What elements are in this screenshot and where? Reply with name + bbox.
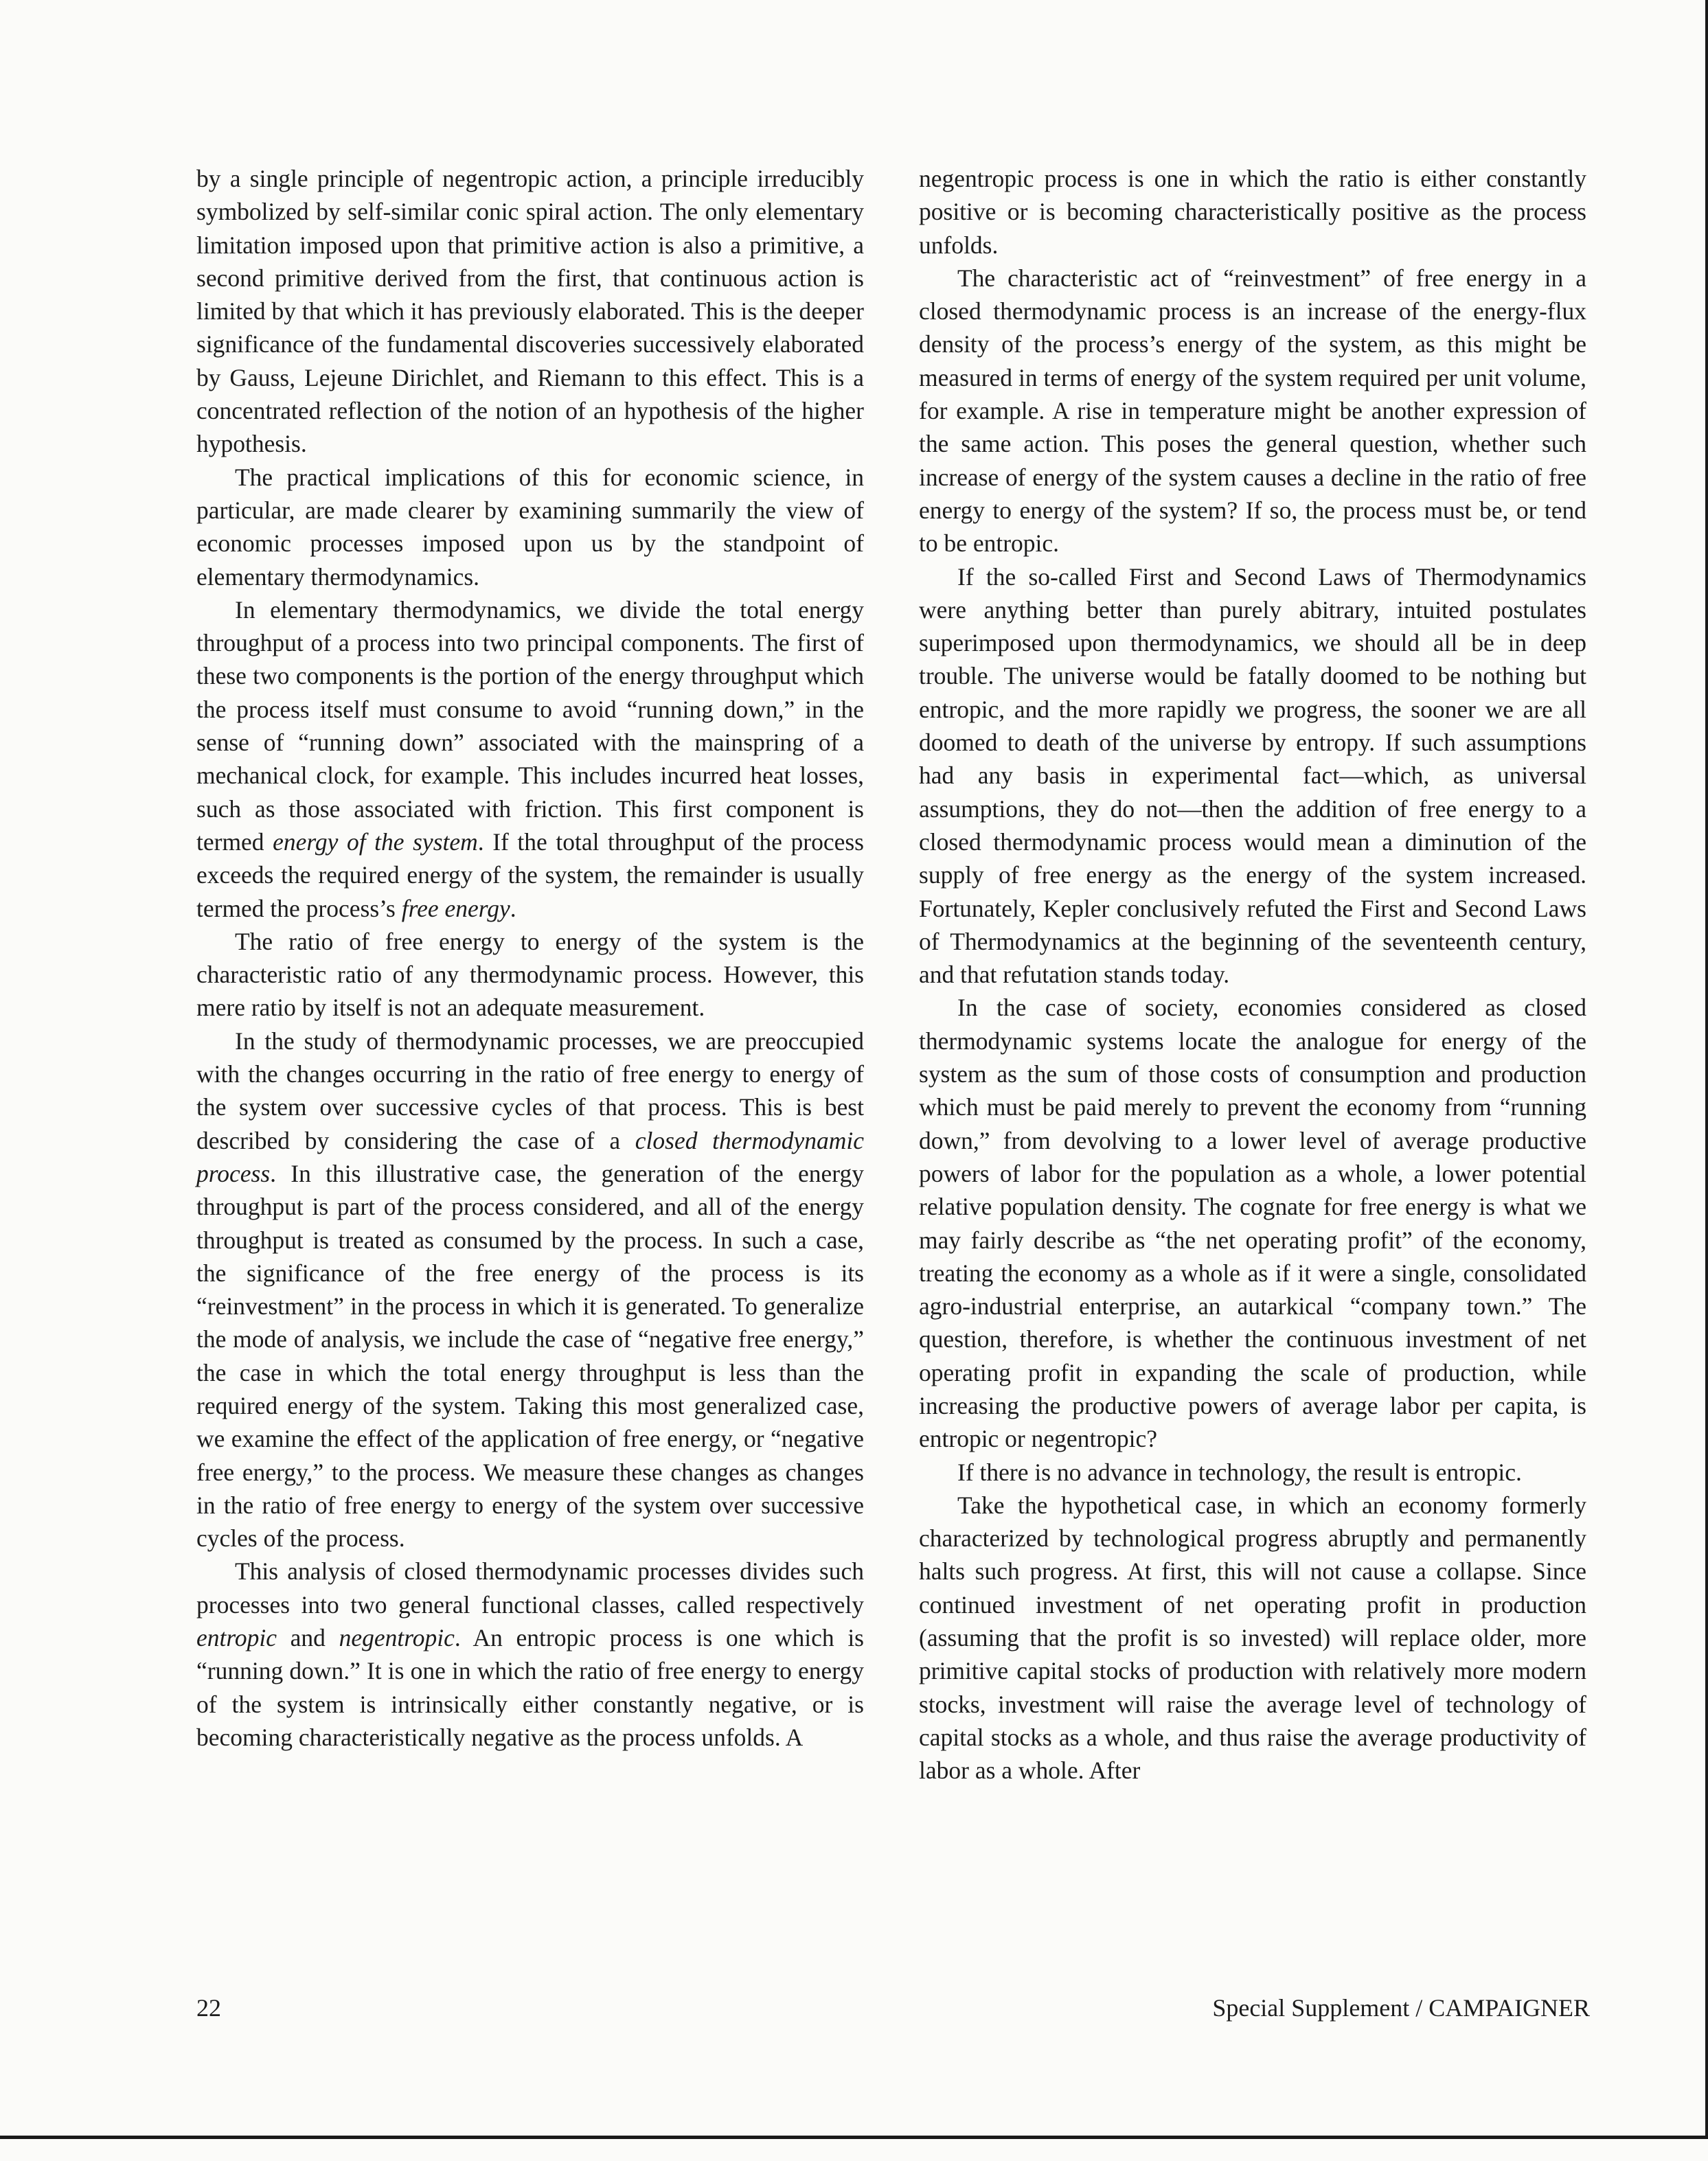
paragraph-text: . An entropic process is one which is “running down.” It is one in which the ratio of free energy to energy of the system is intrinsically either constantly negative, or is becoming characteristically negative as the process unfolds. A (196, 1624, 864, 1751)
right-edge-rule (1705, 0, 1708, 2139)
paragraph-text: In elementary thermodynamics, we divide the total energy throughput of a process into two principal components. The first of these two components is the portion of the energy throughput which the process itself must consume to avoid “running down,” in the sense of “running down” associated with the mainspring of a mechanical clock, for example. This includes incurred heat losses, such as those associated with friction. This first component is termed (196, 595, 864, 856)
page-number: 22 (196, 1994, 221, 2022)
italic-term: negentropic (339, 1624, 455, 1652)
paragraph-text: . If the total throughput of the process exceeds the required energy of the system, the remainder is usually termed the process’s (196, 827, 864, 922)
paragraph (919, 560, 1586, 992)
paragraph (196, 461, 864, 593)
left-column (196, 162, 864, 1754)
italic-term: energy of the system (273, 827, 478, 856)
right-column (919, 162, 1586, 1787)
paragraph (919, 262, 1586, 560)
italic-term: closed thermodynamic process (196, 1126, 864, 1187)
paragraph-text: The characteristic act of “reinvestment” of free energy in a closed thermodynamic process is an increase of the energy-flux density of the process’s energy of the system, as this might be measured in terms of energy of the system required per unit volume, for example. A rise in temperature might be another expression of the same action. This poses the general question, whether such increase of energy of the system causes a decline in the ratio of free energy to energy of the system? If so, the process must be, or tend to be entropic. (919, 264, 1586, 558)
italic-term: free energy (401, 894, 510, 922)
paragraph-text: and (277, 1624, 339, 1652)
paragraph-text: Take the hypothetical case, in which an economy formerly characterized by technological progress abruptly and permanently halts such progress. At first, this will not cause a collapse. Since continued investment of net operating profit in production (assuming that the profit is so invested) will replace older, more primitive capital stocks of production with relatively more modern stocks, investment will raise the average level of technology of capital stocks as a whole, and thus raise the average productivity of labor as a whole. After (919, 1491, 1586, 1785)
paragraph (919, 1456, 1586, 1489)
paragraph-text: If there is no advance in technology, the result is entropic. (957, 1458, 1522, 1486)
paragraph-text: by a single principle of negentropic action, a principle irreducibly symbolized by self-similar conic spiral action. The only elementary limitation imposed upon that primitive action is also a primitive, a second primitive derived from the first, that continuous action is limited by that which it has previously elaborated. This is the deeper significance of the fundamental discoveries successively elaborated by Gauss, Lejeune Dirichlet, and Riemann to this effect. This is a concentrated reflection of the notion of an hypothesis of the higher hypothesis. (196, 165, 864, 458)
paragraph (919, 162, 1586, 262)
paragraph-text: . In this illustrative case, the generation of the energy throughput is part of the process considered, and all of the energy throughput is treated as consumed by the process. In such a case, the significance of the free energy of the process is its “reinvestment” in the process in which it is generated. To generalize the mode of analysis, we include the case of “negative free energy,” the case in which the total energy throughput is less than the required energy of the system. Taking this most generalized case, we examine the effect of the application of free energy, or “negative free energy,” to the process. We measure these changes as changes in the ratio of free energy to energy of the system over successive cycles of the process. (196, 1159, 864, 1553)
paragraph-text: This analysis of closed thermodynamic processes divides such processes into two general functional classes, called respectively (196, 1557, 864, 1619)
paragraph (919, 991, 1586, 1455)
paragraph-text: . (510, 894, 516, 922)
paragraph-text: If the so-called First and Second Laws of Thermodynamics were anything better than purely abitrary, intuited postulates superimposed upon thermodynamics, we should all be in deep trouble. The universe would be fatally doomed to be nothing but entropic, and the more rapidly we progress, the sooner we are all doomed to death of the universe by entropy. If such assumptions had any basis in experimental fact—which, as universal assumptions, they do not—then the addition of free energy to a closed thermodynamic process would mean a diminution of the supply of free energy as the energy of the system increased. Fortunately, Kepler conclusively refuted the First and Second Laws of Thermodynamics at the beginning of the seventeenth century, and that refutation stands today. (919, 562, 1586, 989)
paragraph-text: The ratio of free energy to energy of the system is the characteristic ratio of any thermodynamic process. However, this mere ratio by itself is not an adequate measurement. (196, 927, 864, 1022)
running-footer: Special Supplement / CAMPAIGNER (1212, 1994, 1590, 2022)
paragraph (196, 1555, 864, 1754)
italic-term: entropic (196, 1624, 277, 1652)
paragraph-text: In the case of society, economies considered as closed thermodynamic systems locate the analogue for energy of the system as the sum of those costs of consumption and production which must be paid merely to prevent the economy from “running down,” from devolving to a lower level of average productive powers of labor for the population as a whole, a lower potential relative population density. The cognate for free energy is what we may fairly describe as “the net operating profit” of the economy, treating the economy as a whole as if it were a single, consolidated agro-industrial enterprise, an autarkical “company town.” The question, therefore, is whether the continuous investment of net operating profit in expanding the scale of production, while increasing the productive powers of average labor per capita, is entropic or negentropic? (919, 994, 1586, 1453)
paragraph (196, 925, 864, 1025)
paragraph-text: negentropic process is one in which the ratio is either constantly positive or is becoming characteristically positive as the process unfolds. (919, 165, 1586, 259)
paragraph (196, 593, 864, 925)
paragraph (919, 1489, 1586, 1787)
paragraph-text: The practical implications of this for economic science, in particular, are made clearer by examining summarily the view of economic processes imposed upon us by the standpoint of elementary thermodynamics. (196, 463, 864, 591)
bottom-edge-rule (0, 2136, 1708, 2139)
paragraph (196, 1025, 864, 1555)
paragraph (196, 162, 864, 461)
paragraph-text: In the study of thermodynamic processes, we are preoccupied with the changes occurring in the ratio of free energy to energy of the system over successive cycles of that process. This is best described by considering the case of a (196, 1027, 864, 1154)
